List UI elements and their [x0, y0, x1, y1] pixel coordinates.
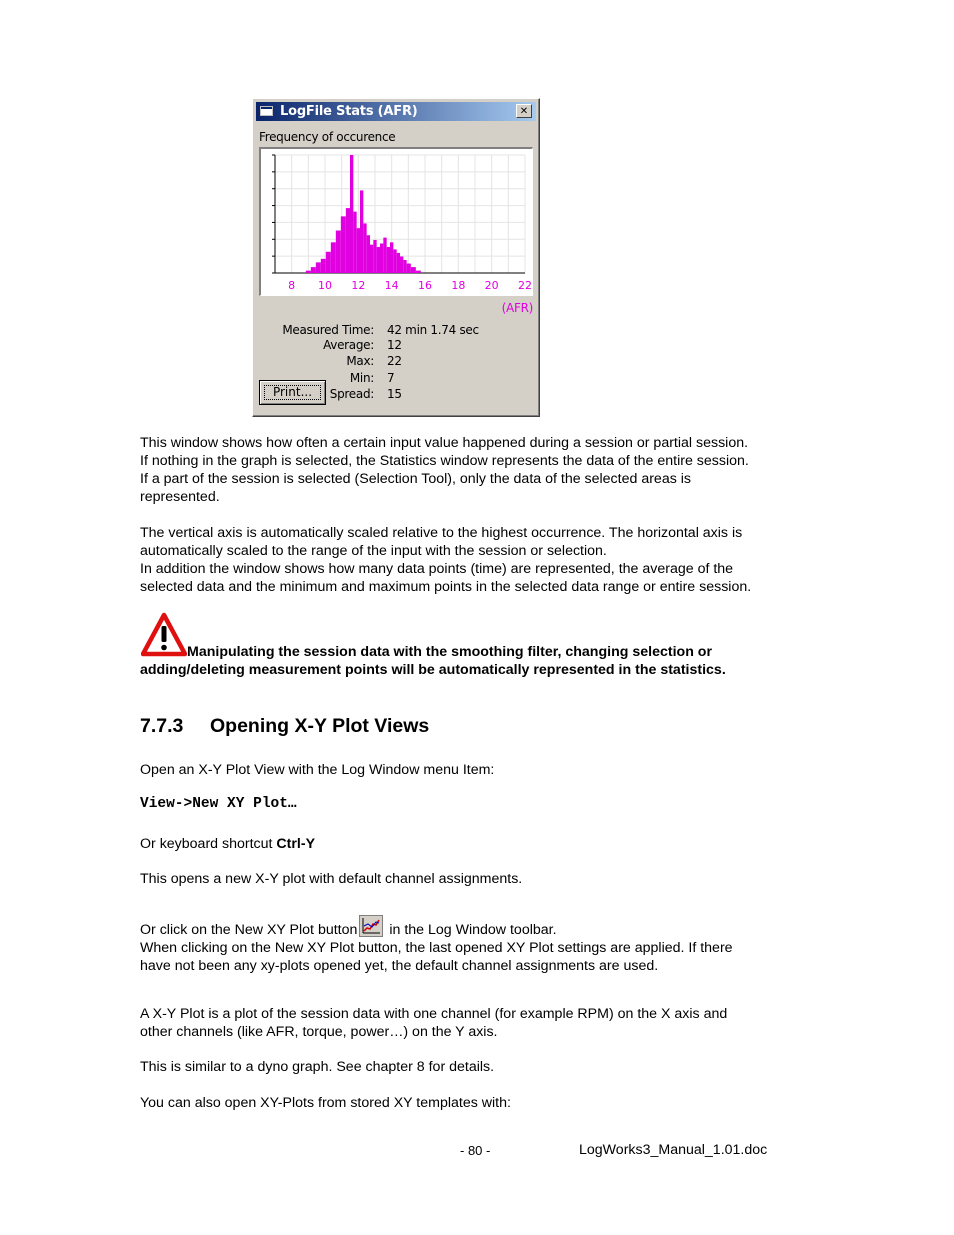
text-line: automatically scaled to the range of the input with the session or selection. — [140, 543, 607, 559]
window-icon — [260, 106, 273, 116]
text-line: A X-Y Plot is a plot of the session data with one channel (for example RPM) on the X axis and — [140, 1006, 728, 1022]
x-tick-label: 14 — [384, 279, 399, 292]
text-line: If a part of the session is selected (Selection Tool), only the data of the selected areas is — [140, 471, 691, 487]
histogram-bar — [397, 253, 400, 273]
histogram-bar — [363, 223, 366, 273]
close-icon: ✕ — [519, 106, 529, 117]
stat-label: Measured Time: — [282, 323, 374, 337]
histogram-bar — [331, 242, 336, 273]
histogram-bar — [311, 267, 316, 273]
button-text-suffix: in the Log Window toolbar. — [385, 922, 557, 938]
paragraph-open-xy — [140, 761, 820, 779]
histogram-bar — [393, 249, 396, 273]
histogram-bar — [357, 228, 360, 273]
histogram-bar — [360, 190, 363, 273]
x-tick-label: 22 — [518, 279, 532, 292]
text-line: have not been any xy-plots opened yet, the default channel assignments are used. — [140, 958, 659, 974]
histogram-bar — [377, 247, 380, 273]
histogram-bar — [353, 212, 356, 273]
x-tick-label: 12 — [351, 279, 366, 292]
menu-path: View->New XY Plot… — [140, 796, 297, 812]
histogram-bar — [370, 245, 373, 273]
page-number: - 80 - — [460, 1143, 491, 1158]
text-line: This opens a new X-Y plot with default channel assignments. — [140, 871, 523, 887]
histogram-bar — [403, 260, 406, 273]
histogram-bar — [380, 244, 383, 274]
section-heading — [140, 715, 429, 738]
histogram-bar — [346, 208, 350, 273]
histogram-bar — [390, 242, 393, 273]
histogram-bar — [416, 271, 421, 273]
paragraph-xy-button — [140, 915, 820, 975]
paragraph-default-channels — [140, 870, 820, 888]
stat-value: 42 min 1.74 sec — [387, 323, 479, 337]
new-xy-plot-icon — [359, 915, 383, 937]
histogram-bar — [316, 262, 321, 273]
histogram-bar — [326, 252, 331, 273]
stat-value: 22 — [387, 354, 402, 368]
paragraph-dyno — [140, 1058, 820, 1076]
x-tick-label: 16 — [418, 279, 432, 292]
x-tick-label: 8 — [288, 279, 296, 292]
text-line: You can also open XY-Plots from stored XY templates with: — [140, 1095, 511, 1111]
warning-text — [140, 643, 820, 679]
unit-label: (AFR) — [501, 301, 533, 315]
histogram-bar — [400, 256, 403, 273]
text-line: represented. — [140, 489, 220, 505]
histogram-panel — [259, 147, 533, 296]
paragraph-stats-description — [140, 434, 820, 506]
document-name: LogWorks3_Manual_1.01.doc — [579, 1142, 768, 1158]
text-line: adding/deleting measurement points will be automatically represented in the statistics. — [140, 662, 726, 678]
histogram-bar — [367, 235, 370, 273]
histogram-bar — [306, 271, 311, 273]
dialog-title: LogFile Stats (AFR) — [280, 104, 418, 119]
text-line: This is similar to a dyno graph. See chapter 8 for details. — [140, 1059, 495, 1075]
print-button-label: Print... — [264, 385, 321, 400]
x-tick-label: 20 — [484, 279, 499, 292]
histogram-chart — [261, 149, 532, 295]
text-line — [140, 915, 820, 939]
dialog-titlebar[interactable] — [256, 102, 536, 121]
text-line: In addition the window shows how many data points (time) are represented, the average of the — [140, 561, 734, 577]
stat-label: Spread: — [329, 387, 374, 401]
section-title: Opening X-Y Plot Views — [210, 715, 430, 737]
histogram-bar — [336, 231, 341, 273]
text-line: When clicking on the New XY Plot button, the last opened XY Plot settings are applied. If there — [140, 940, 733, 956]
stat-label: Average: — [323, 338, 374, 352]
stat-value: 7 — [387, 371, 395, 385]
text-line: Open an X-Y Plot View with the Log Window menu Item: — [140, 762, 495, 778]
paragraph-axis-scaling — [140, 524, 820, 596]
frequency-label: Frequency of occurence — [259, 130, 396, 144]
stat-label: Min: — [349, 371, 374, 385]
paragraph-templates — [140, 1094, 820, 1112]
paragraph-shortcut — [140, 835, 820, 853]
text-line: The vertical axis is automatically scaled relative to the highest occurrence. The horizontal axis is — [140, 525, 743, 541]
histogram-bar — [373, 240, 376, 273]
histogram-bar — [411, 267, 416, 273]
shortcut-key: Ctrl-Y — [276, 836, 316, 852]
logfile-stats-dialog — [252, 98, 540, 417]
close-button[interactable] — [516, 104, 532, 118]
button-text-prefix: Or click on the New XY Plot button — [140, 922, 358, 938]
stat-value: 12 — [387, 338, 402, 352]
histogram-bar — [407, 264, 411, 273]
x-tick-label: 10 — [318, 279, 332, 292]
stat-value: 15 — [387, 387, 402, 401]
text-line — [140, 835, 820, 853]
x-tick-label: 18 — [451, 279, 466, 292]
histogram-bar — [387, 247, 390, 273]
text-line: Manipulating the session data with the smoothing filter, changing selection or — [187, 644, 712, 660]
print-button[interactable] — [259, 380, 326, 405]
text-line: selected data and the minimum and maximum points in the selected data range or entire session. — [140, 579, 752, 595]
histogram-bar — [350, 155, 353, 273]
paragraph-xy-explanation — [140, 1005, 820, 1041]
histogram-bar — [321, 259, 326, 273]
text-line: This window shows how often a certain input value happened during a session or partial session. — [140, 435, 749, 451]
stat-label: Max: — [346, 354, 374, 368]
shortcut-prefix: Or keyboard shortcut — [140, 836, 277, 852]
section-number: 7.7.3 — [140, 715, 184, 737]
histogram-bar — [383, 238, 386, 273]
text-line: If nothing in the graph is selected, the Statistics window represents the data of the entire session. — [140, 453, 749, 469]
histogram-bar — [341, 216, 346, 273]
text-line: other channels (like AFR, torque, power…) on the Y axis. — [140, 1024, 498, 1040]
